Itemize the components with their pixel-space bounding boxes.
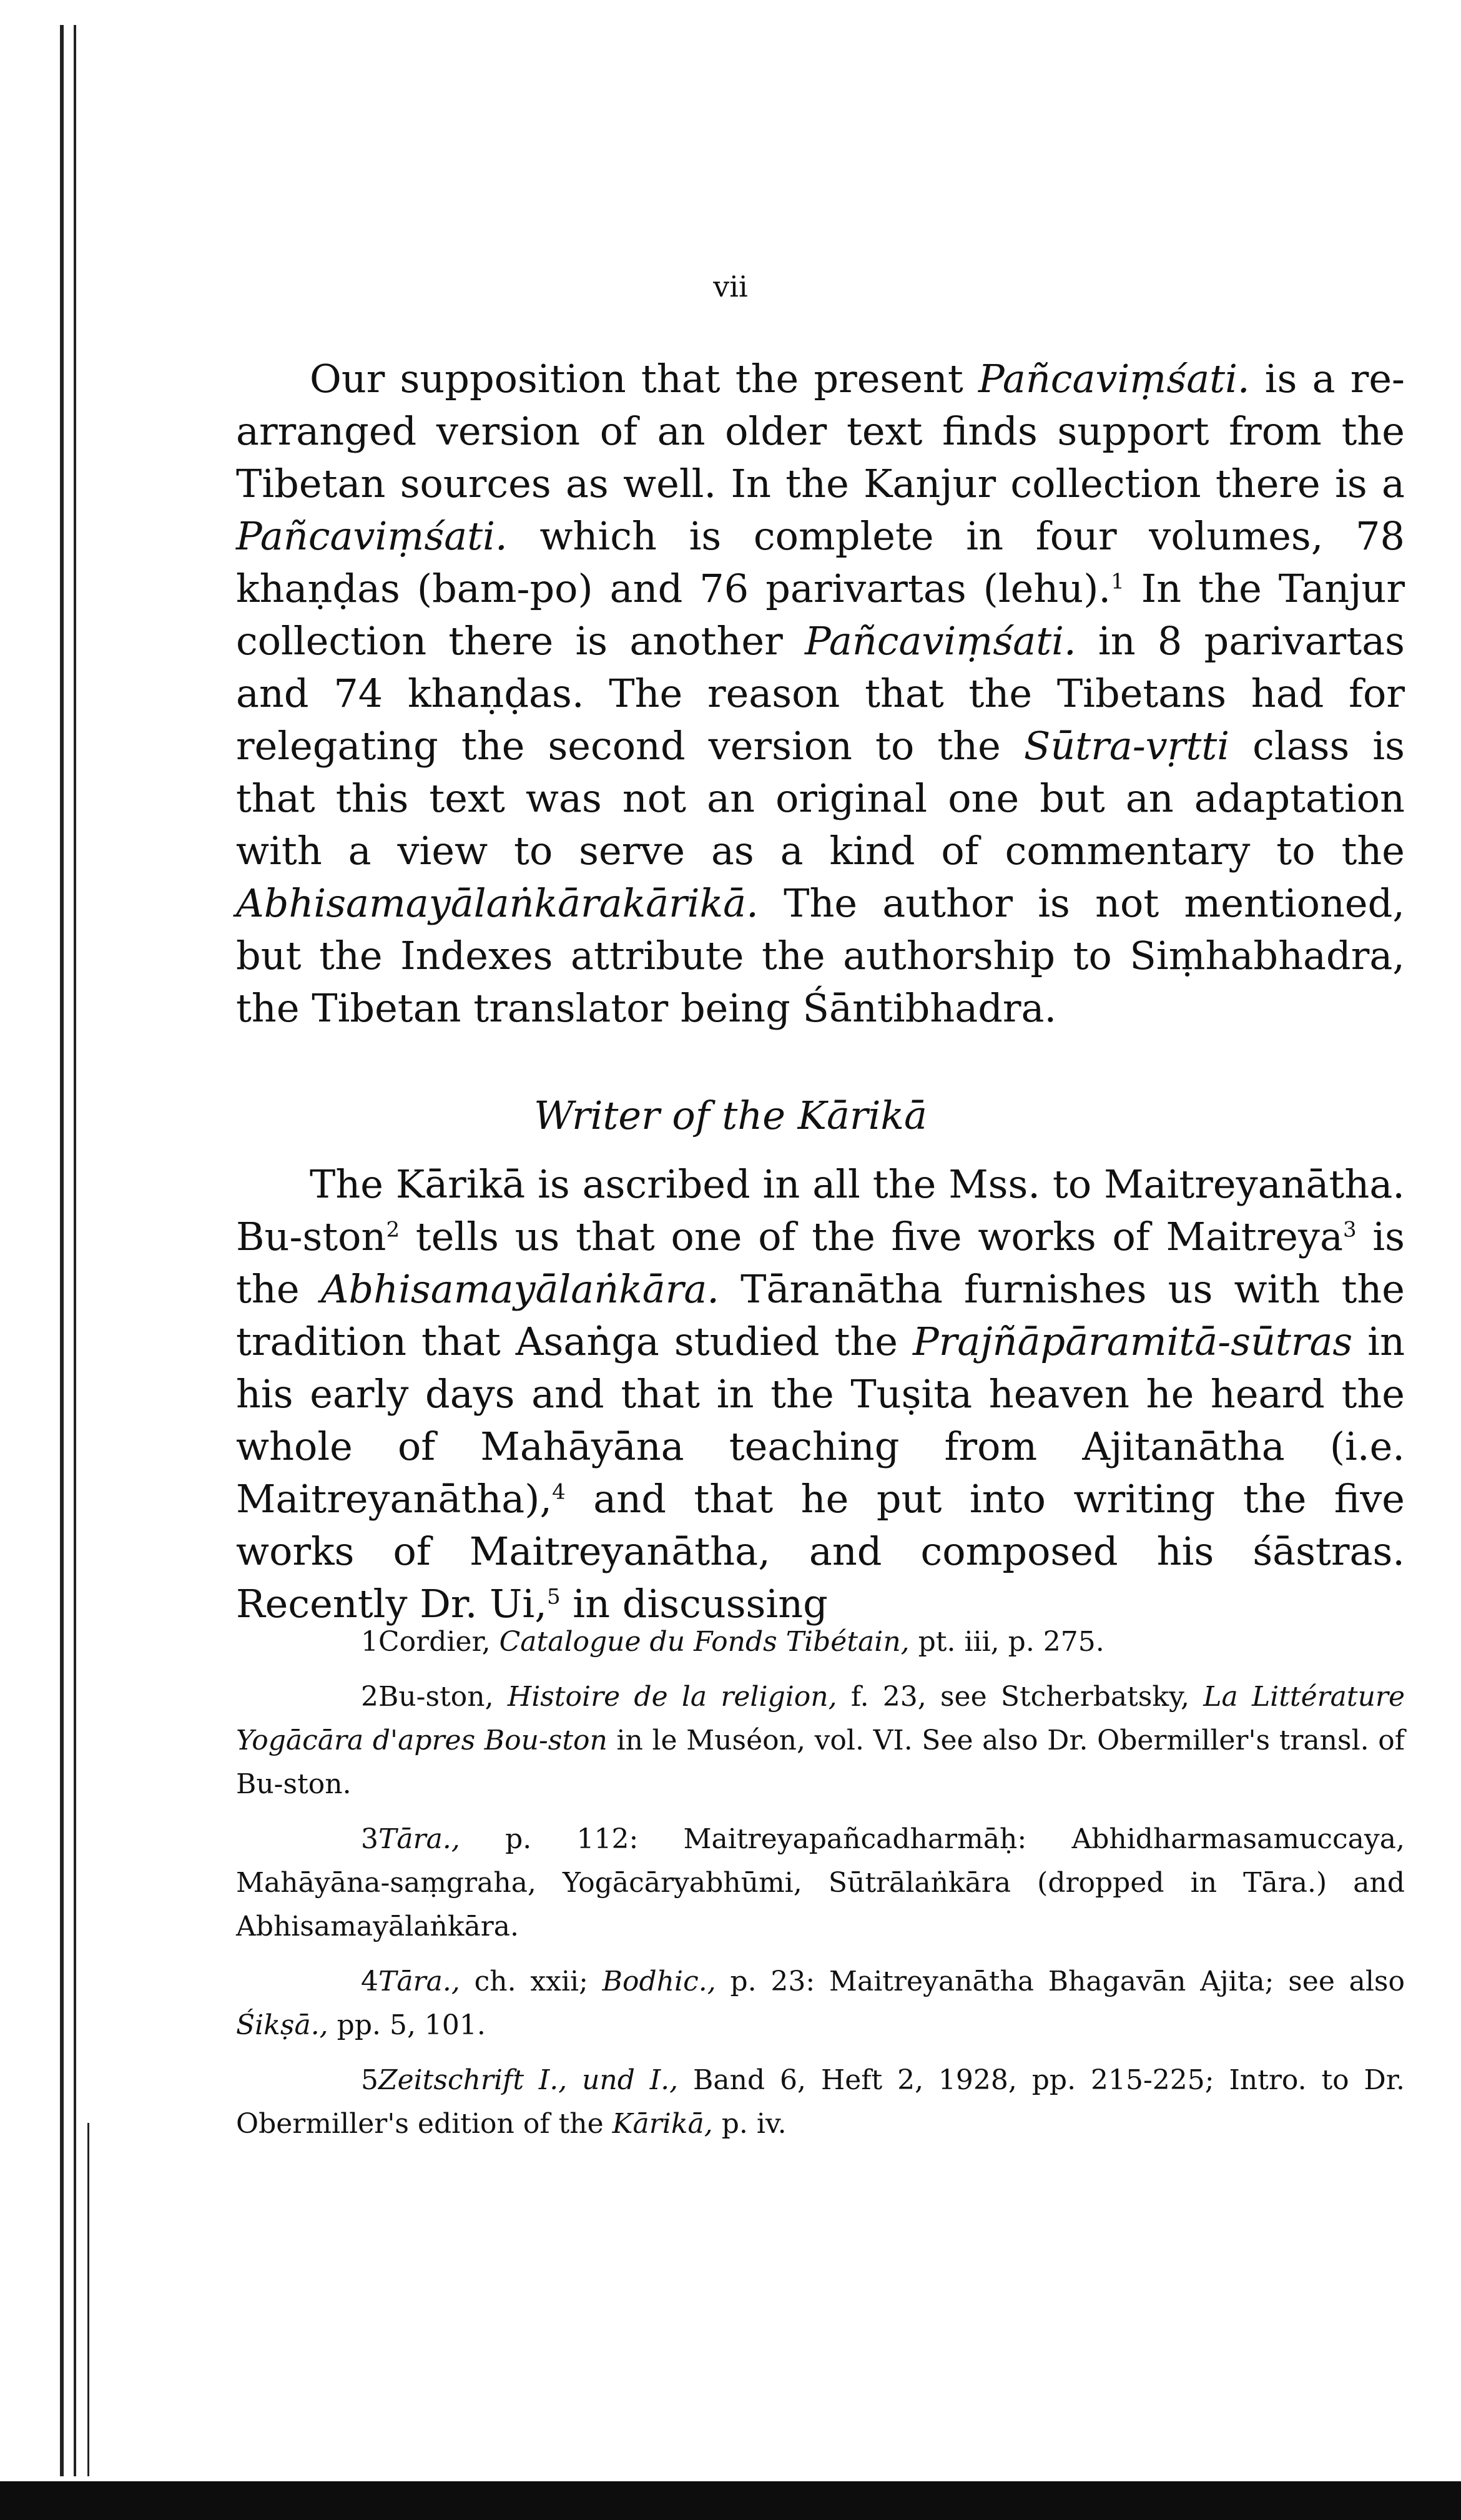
footnote: 5Zeitschrift I., und I., Band 6, Heft 2, 1928, pp. 215-225; Intro. to Dr. Obermiller's edition of the Kārikā, p. iv. — [236, 2064, 1405, 2140]
footnote-ref: 1 — [1111, 569, 1124, 594]
footnote-ref: 3 — [1342, 1217, 1357, 1243]
footnote-ref: 5 — [546, 1584, 561, 1610]
binding-edge-line — [74, 25, 76, 2476]
paragraph-pancavimsati — [236, 353, 1405, 1035]
footnote-ref: 2 — [386, 1217, 400, 1243]
paragraph-text: The Kārikā is ascribed in all the Mss. to Maitreyanātha. Bu-ston$^2$ tells us that one of the five works of Maitreya$^3$ is the Abhisamayālaṅkāra. Tāranātha furnishes us with the tradition that Asaṅga studied the Prajñāpāramitā-sūtras in his early days and that in the Tuṣita heaven he heard the whole of Mahāyāna teaching from Ajitanātha (i.e. Maitreyanātha),$^4$ and that he put into writing the five works of Maitreyanātha, and composed his śāstras. Recently Dr. Ui,$^5$ in discussing — [236, 1161, 1405, 1627]
binding-edge-line — [60, 25, 64, 2476]
footnotes — [236, 1620, 1405, 2157]
paragraph-writer — [236, 1158, 1405, 1630]
binding-edge-line — [87, 2123, 89, 2476]
paragraph-text: Our supposition that the present Pañcaviṃśati. is a re-arranged version of an older text finds support from the Tibetan sources as well. In the Kanjur collection there is a Pañcaviṃśati. which is complete in four volumes, 78 khaṇḍas (bam-po) and 76 parivartas (lehu).$^1$ In the Tanjur collection there is another Pañcaviṃśati. in 8 parivartas and 74 khaṇḍas. The reason that the Tibetans had for relegating the second version to the Sūtra-vṛtti class is that this text was not an original one but an adaptation with a view to serve as a kind of commentary to the Abhisamayālaṅkārakārikā. The author is not mentioned, but the Indexes attribute the authorship to Siṃhabhadra, the Tibetan translator being Śāntibhadra. — [236, 356, 1405, 1031]
footnote: 4Tāra., ch. xxii; Bodhic., p. 23: Maitreyanātha Bhagavān Ajita; see also Śikṣā., pp. 5, 101. — [236, 1966, 1405, 2041]
section-heading: Writer of the Kārikā — [534, 1093, 927, 1138]
footnote: 1Cordier, Catalogue du Fonds Tibétain, pt. iii, p. 275. — [361, 1626, 1104, 1658]
page-number: vii — [713, 270, 748, 303]
scan-border — [0, 2481, 1461, 2520]
footnote: 2Bu-ston, Histoire de la religion, f. 23, see Stcherbatsky, La Littérature Yogācāra d'apres Bou-ston in le Muséon, vol. VI. See also Dr. Obermiller's transl. of Bu-ston. — [236, 1681, 1405, 1800]
footnote-ref: 4 — [552, 1479, 566, 1505]
footnote: 3Tāra., p. 112: Maitreyapañcadharmāḥ: Abhidharmasamuccaya, Mahāyāna-saṃgraha, Yogācāryabhūmi, Sūtrālaṅkāra (dropped in Tāra.) and Abhisamayālaṅkāra. — [236, 1823, 1405, 1942]
